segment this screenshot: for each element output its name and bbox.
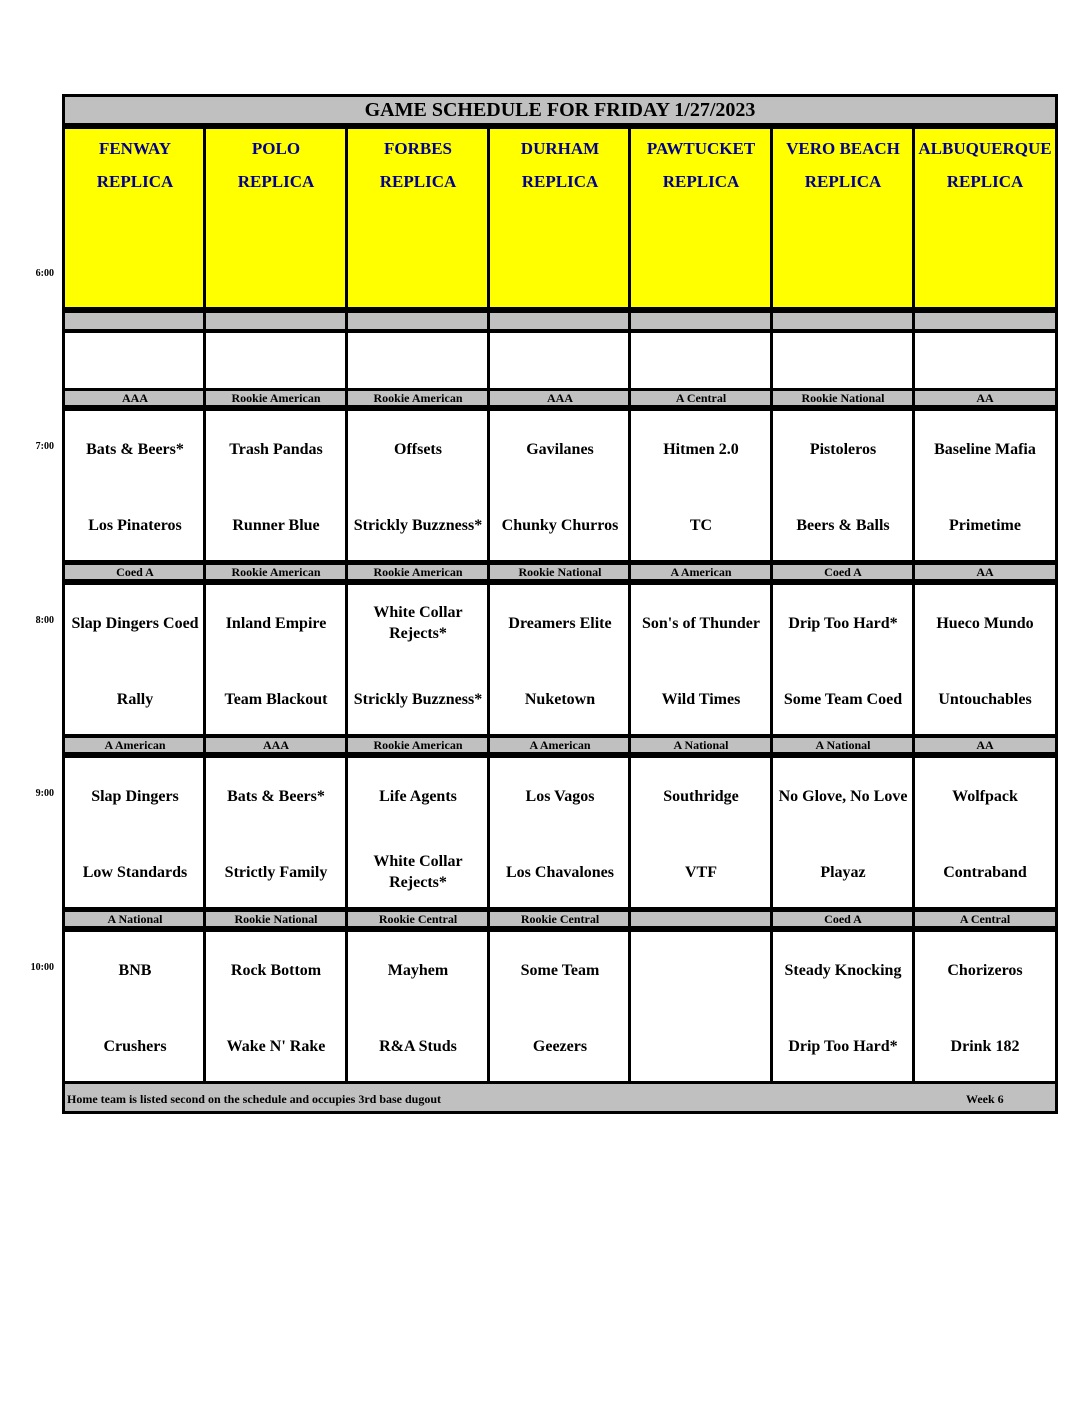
header-spacer-bar	[912, 310, 1058, 332]
game-cell	[62, 755, 208, 910]
home-team: Drip Too Hard*	[788, 1037, 898, 1055]
home-team: Geezers	[532, 1037, 588, 1055]
field-type: REPLICA	[379, 172, 457, 191]
division-label: A National	[770, 735, 916, 755]
home-team: Los Pinateros	[88, 516, 182, 534]
schedule-footer	[62, 1081, 1058, 1114]
home-team: White Collar Rejects*	[373, 853, 463, 891]
away-team: Son's of Thunder	[642, 614, 760, 632]
away-team: Slap Dingers Coed	[71, 614, 199, 632]
division-label: Rookie American	[345, 735, 491, 755]
field-header	[770, 126, 916, 310]
away-team: Slap Dingers	[91, 787, 179, 805]
home-team: Some Team Coed	[783, 690, 903, 708]
away-team: White Collar Rejects*	[373, 604, 463, 642]
game-cell	[62, 929, 208, 1084]
division-label: Rookie National	[487, 562, 633, 582]
away-team: Pistoleros	[809, 440, 877, 458]
division-label: Rookie American	[345, 562, 491, 582]
away-team: Steady Knocking	[784, 961, 902, 979]
division-label: AA	[912, 562, 1058, 582]
field-header	[912, 126, 1058, 310]
field-type: REPLICA	[521, 172, 599, 191]
away-team: Bats & Beers*	[227, 787, 325, 805]
game-cell	[345, 755, 491, 910]
game-cell	[62, 408, 208, 563]
home-team: Contraband	[943, 863, 1027, 881]
away-team: Rock Bottom	[230, 961, 322, 979]
division-label: A National	[628, 735, 774, 755]
home-team: Beers & Balls	[796, 516, 890, 534]
field-type: REPLICA	[804, 172, 882, 191]
game-cell	[912, 755, 1058, 910]
field-type: REPLICA	[662, 172, 740, 191]
division-label: AA	[912, 735, 1058, 755]
division-label	[628, 909, 774, 929]
home-team: Low Standards	[82, 863, 188, 881]
division-label: AAA	[487, 388, 633, 408]
header-spacer-bar	[203, 310, 349, 332]
game-cell	[487, 582, 633, 737]
home-team: Primetime	[949, 516, 1021, 534]
field-header	[487, 126, 633, 310]
field-header	[203, 126, 349, 310]
away-team: Los Vagos	[525, 787, 595, 805]
division-label: Rookie Central	[345, 909, 491, 929]
home-team: Crushers	[103, 1037, 167, 1055]
game-cell	[770, 755, 916, 910]
field-name: DURHAM	[520, 139, 600, 158]
away-team: No Glove, No Love	[778, 787, 908, 805]
division-label: A National	[62, 909, 208, 929]
schedule-table	[62, 94, 1058, 1114]
game-cell	[62, 582, 208, 737]
division-label: A Central	[628, 388, 774, 408]
home-team: Wake N' Rake	[226, 1037, 326, 1055]
game-cell	[487, 408, 633, 563]
game-cell	[487, 755, 633, 910]
away-team: Inland Empire	[225, 614, 327, 632]
header-spacer-bar	[628, 310, 774, 332]
away-team: Offsets	[394, 440, 442, 458]
home-team: Nuketown	[524, 690, 596, 708]
division-label: AA	[912, 388, 1058, 408]
home-team: Wild Times	[661, 690, 741, 708]
home-team: Team Blackout	[224, 690, 328, 708]
division-label: Rookie American	[203, 388, 349, 408]
time-label: 6:00	[35, 268, 54, 279]
division-label: A American	[62, 735, 208, 755]
home-team: Untouchables	[938, 690, 1032, 708]
home-team: Runner Blue	[232, 516, 320, 534]
field-name: FENWAY	[98, 139, 172, 158]
away-team: Life Agents	[379, 787, 457, 805]
game-cell	[912, 408, 1058, 563]
game-cell	[203, 929, 349, 1084]
game-cell	[487, 929, 633, 1084]
game-cell	[203, 408, 349, 563]
division-label: Rookie American	[203, 562, 349, 582]
header-spacer-bar	[487, 310, 633, 332]
away-team: BNB	[118, 961, 152, 979]
header-spacer-bar	[345, 310, 491, 332]
game-cell	[628, 582, 774, 737]
game-cell	[770, 929, 916, 1084]
time-label: 9:00	[35, 788, 54, 799]
schedule-title: GAME SCHEDULE FOR FRIDAY 1/27/2023	[62, 94, 1058, 126]
division-label: AAA	[203, 735, 349, 755]
header-spacer-bar	[62, 310, 208, 332]
home-team	[633, 1024, 769, 1068]
away-team: Trash Pandas	[229, 440, 323, 458]
time-label: 8:00	[35, 615, 54, 626]
field-name: POLO	[251, 139, 301, 158]
away-team: Chorizeros	[947, 961, 1023, 979]
division-label: Coed A	[62, 562, 208, 582]
field-header	[628, 126, 774, 310]
division-label: A American	[628, 562, 774, 582]
division-label: Rookie National	[203, 909, 349, 929]
away-team: Gavilanes	[526, 440, 594, 458]
home-team: Rally	[116, 690, 154, 708]
home-team: Strictly Family	[224, 863, 328, 881]
game-cell	[345, 408, 491, 563]
home-team-note: Home team is listed second on the schedule and occupies 3rd base dugout	[67, 1092, 442, 1106]
division-label: A Central	[912, 909, 1058, 929]
field-type: REPLICA	[96, 172, 174, 191]
home-team: TC	[689, 516, 713, 534]
division-label: Rookie American	[345, 388, 491, 408]
field-header	[345, 126, 491, 310]
division-label: A American	[487, 735, 633, 755]
away-team: Southridge	[663, 787, 739, 805]
away-team	[633, 948, 769, 992]
time-label: 10:00	[30, 962, 54, 973]
home-team: Drink 182	[950, 1037, 1020, 1055]
away-team: Some Team	[520, 961, 600, 979]
field-type: REPLICA	[237, 172, 315, 191]
game-cell	[628, 408, 774, 563]
field-name: ALBUQUERQUE	[918, 139, 1052, 158]
away-team: Hitmen 2.0	[663, 440, 739, 458]
away-team: Bats & Beers*	[86, 440, 184, 458]
game-cell	[628, 755, 774, 910]
game-cell	[203, 582, 349, 737]
home-team: Playaz	[820, 863, 866, 881]
game-cell	[912, 582, 1058, 737]
division-label: Coed A	[770, 909, 916, 929]
field-header	[62, 126, 208, 310]
game-cell	[628, 929, 774, 1084]
game-cell	[203, 755, 349, 910]
away-team: Wolfpack	[952, 787, 1018, 805]
game-cell	[770, 408, 916, 563]
division-label: Rookie National	[770, 388, 916, 408]
game-cell	[345, 582, 491, 737]
field-name: PAWTUCKET	[646, 139, 756, 158]
week-label: Week 6	[966, 1092, 1004, 1106]
away-team: Baseline Mafia	[934, 440, 1036, 458]
header-spacer-bar	[770, 310, 916, 332]
game-cell	[345, 929, 491, 1084]
field-name: VERO BEACH	[786, 139, 900, 158]
division-label: Coed A	[770, 562, 916, 582]
division-label: Rookie Central	[487, 909, 633, 929]
division-label: AAA	[62, 388, 208, 408]
time-label: 7:00	[35, 441, 54, 452]
home-team: Strickly Buzzness*	[353, 516, 483, 534]
home-team: R&A Studs	[379, 1037, 457, 1055]
game-cell	[912, 929, 1058, 1084]
away-team: Drip Too Hard*	[788, 614, 898, 632]
field-name: FORBES	[383, 139, 453, 158]
field-type: REPLICA	[946, 172, 1024, 191]
home-team: Strickly Buzzness*	[353, 690, 483, 708]
away-team: Mayhem	[387, 961, 449, 979]
away-team: Dreamers Elite	[508, 614, 612, 632]
away-team: Hueco Mundo	[936, 614, 1034, 632]
home-team: Chunky Churros	[501, 516, 619, 534]
home-team: Los Chavalones	[505, 863, 615, 881]
game-cell	[770, 582, 916, 737]
home-team: VTF	[685, 863, 717, 881]
